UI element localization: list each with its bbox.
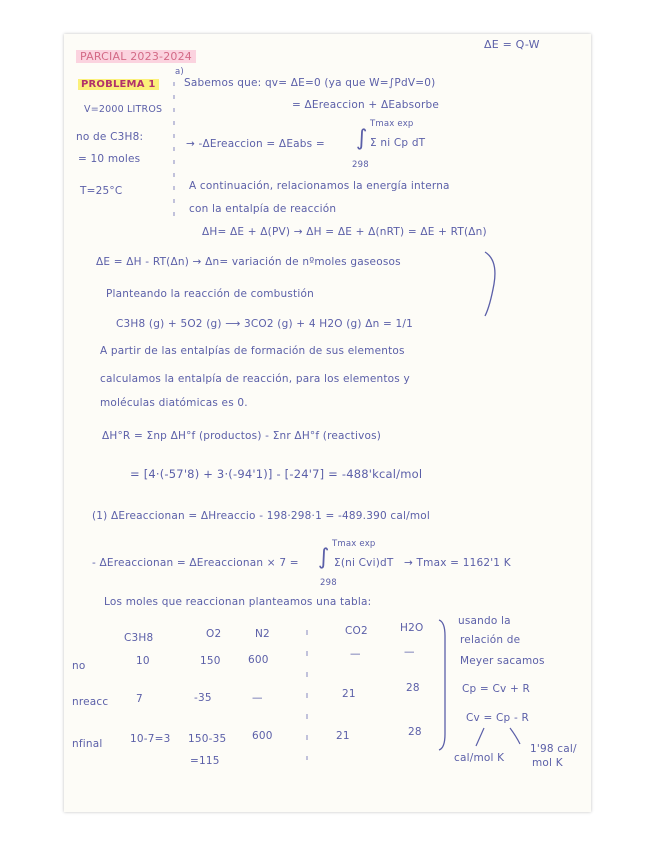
side-note-line4: Cp = Cv + R <box>462 683 530 695</box>
part-a-line6: ΔH= ΔE + Δ(PV) → ΔH = ΔE + Δ(nRT) = ΔE + RT(Δn) <box>202 226 487 238</box>
table-cell: 28 <box>406 682 420 694</box>
volume-value: V=2000 LITROS <box>84 104 163 115</box>
integrand: Σ ni Cp dT <box>370 137 426 149</box>
result-line2: - ΔEreaccionan = ΔEreaccionan × 7 = <box>92 557 299 569</box>
table-cell: 10-7=3 <box>130 733 171 745</box>
side-note-line5: Cv = Cp - R <box>466 712 529 724</box>
corner-note: ΔE = Q-W <box>484 38 540 51</box>
enthalpy-calc: = [4·(-57'8) + 3·(-94'1)] - [-24'7] = -488'kcal/mol <box>130 467 423 481</box>
moles-label: no de C3H8: <box>76 131 144 143</box>
moles-value: = 10 moles <box>78 153 141 165</box>
page-title: PARCIAL 2023-2024 <box>76 50 196 63</box>
side-note-line1: usando la <box>458 615 511 627</box>
col-header-h2o: H2O <box>400 622 424 634</box>
result-tail: → Tmax = 1162'1 K <box>404 557 511 569</box>
part-a-label: a) <box>175 67 184 77</box>
side-unit-3: mol K <box>532 757 563 769</box>
row-label-no: no <box>72 660 86 672</box>
enthalpy-formula: ΔH°R = Σnp ΔH°f (productos) - Σnr ΔH°f (reactivos) <box>102 430 382 442</box>
part-a-line3: → -ΔEreaccion = ΔEabs = <box>186 138 325 150</box>
side-note-line3: Meyer sacamos <box>460 655 545 667</box>
table-cell: -35 <box>194 692 212 704</box>
table-cell: 7 <box>136 693 143 705</box>
table-cell: 28 <box>408 726 422 738</box>
result-line3: Los moles que reaccionan planteamos una tabla: <box>104 596 372 608</box>
table-cell: 21 <box>342 688 356 700</box>
table-cell: 21 <box>336 730 350 742</box>
table-cell: — <box>252 692 263 704</box>
problem-label: PROBLEMA 1 <box>78 79 159 90</box>
table-cell: 150 <box>200 655 221 667</box>
col-header-c3h8: C3H8 <box>124 632 154 644</box>
delta-e-line1: ΔE = ΔH - RT(Δn) → Δn= variación de nºmoles gaseosos <box>96 256 401 268</box>
side-arrows <box>470 726 530 750</box>
integral-sign: ∫ <box>356 126 368 151</box>
result-line1: (1) ΔEreaccionan = ΔHreaccio - 198·298·1 = -489.390 cal/mol <box>92 510 431 522</box>
col-header-o2: O2 <box>206 628 222 640</box>
side-unit-2: 1'98 cal/ <box>530 743 577 755</box>
table-cell: 600 <box>252 730 273 742</box>
table-cell: 10 <box>136 655 150 667</box>
table-extra: =115 <box>190 755 220 767</box>
part-a-line4: A continuación, relacionamos la energía interna <box>189 180 450 192</box>
side-bracket <box>436 618 450 752</box>
combustion-reaction: C3H8 (g) + 5O2 (g) ⟶ 3CO2 (g) + 4 H2O (g) Δn = 1/1 <box>116 318 414 330</box>
side-unit-1: cal/mol K <box>454 752 505 764</box>
row-label-nreacc: nreacc <box>72 696 109 708</box>
integral-upper: Tmax exp <box>370 119 414 129</box>
delta-e-line2: Planteando la reacción de combustión <box>106 288 314 300</box>
result-integrand: Σ(ni Cvi)dT <box>334 557 394 569</box>
table-cell: 150-35 <box>188 733 227 745</box>
result-integral-lower: 298 <box>320 578 337 588</box>
result-integral-upper: Tmax exp <box>332 539 376 549</box>
integral-lower: 298 <box>352 160 369 170</box>
temperature-value: T=25°C <box>80 185 123 197</box>
enthalpy-line1: A partir de las entalpías de formación de sus elementos <box>100 345 405 357</box>
column-divider <box>172 82 176 222</box>
enthalpy-line3: moléculas diatómicas es 0. <box>100 397 248 409</box>
side-note-line2: relación de <box>460 634 521 646</box>
col-header-co2: CO2 <box>345 625 368 637</box>
enthalpy-line2: calculamos la entalpía de reacción, para los elementos y <box>100 373 410 385</box>
table-cell: 600 <box>248 654 269 666</box>
table-divider <box>301 630 313 760</box>
table-cell: — <box>350 648 361 660</box>
row-label-nfinal: nfinal <box>72 738 103 750</box>
col-header-n2: N2 <box>255 628 270 640</box>
result-integral-sign: ∫ <box>318 545 330 570</box>
table-cell: — <box>404 646 415 658</box>
curly-bracket <box>482 250 502 320</box>
part-a-line5: con la entalpía de reacción <box>189 203 337 215</box>
part-a-line2: = ΔEreaccion + ΔEabsorbe <box>292 99 440 111</box>
notebook-page <box>64 34 591 812</box>
part-a-line1: Sabemos que: qv= ΔE=0 (ya que W=∫PdV=0) <box>184 77 436 89</box>
